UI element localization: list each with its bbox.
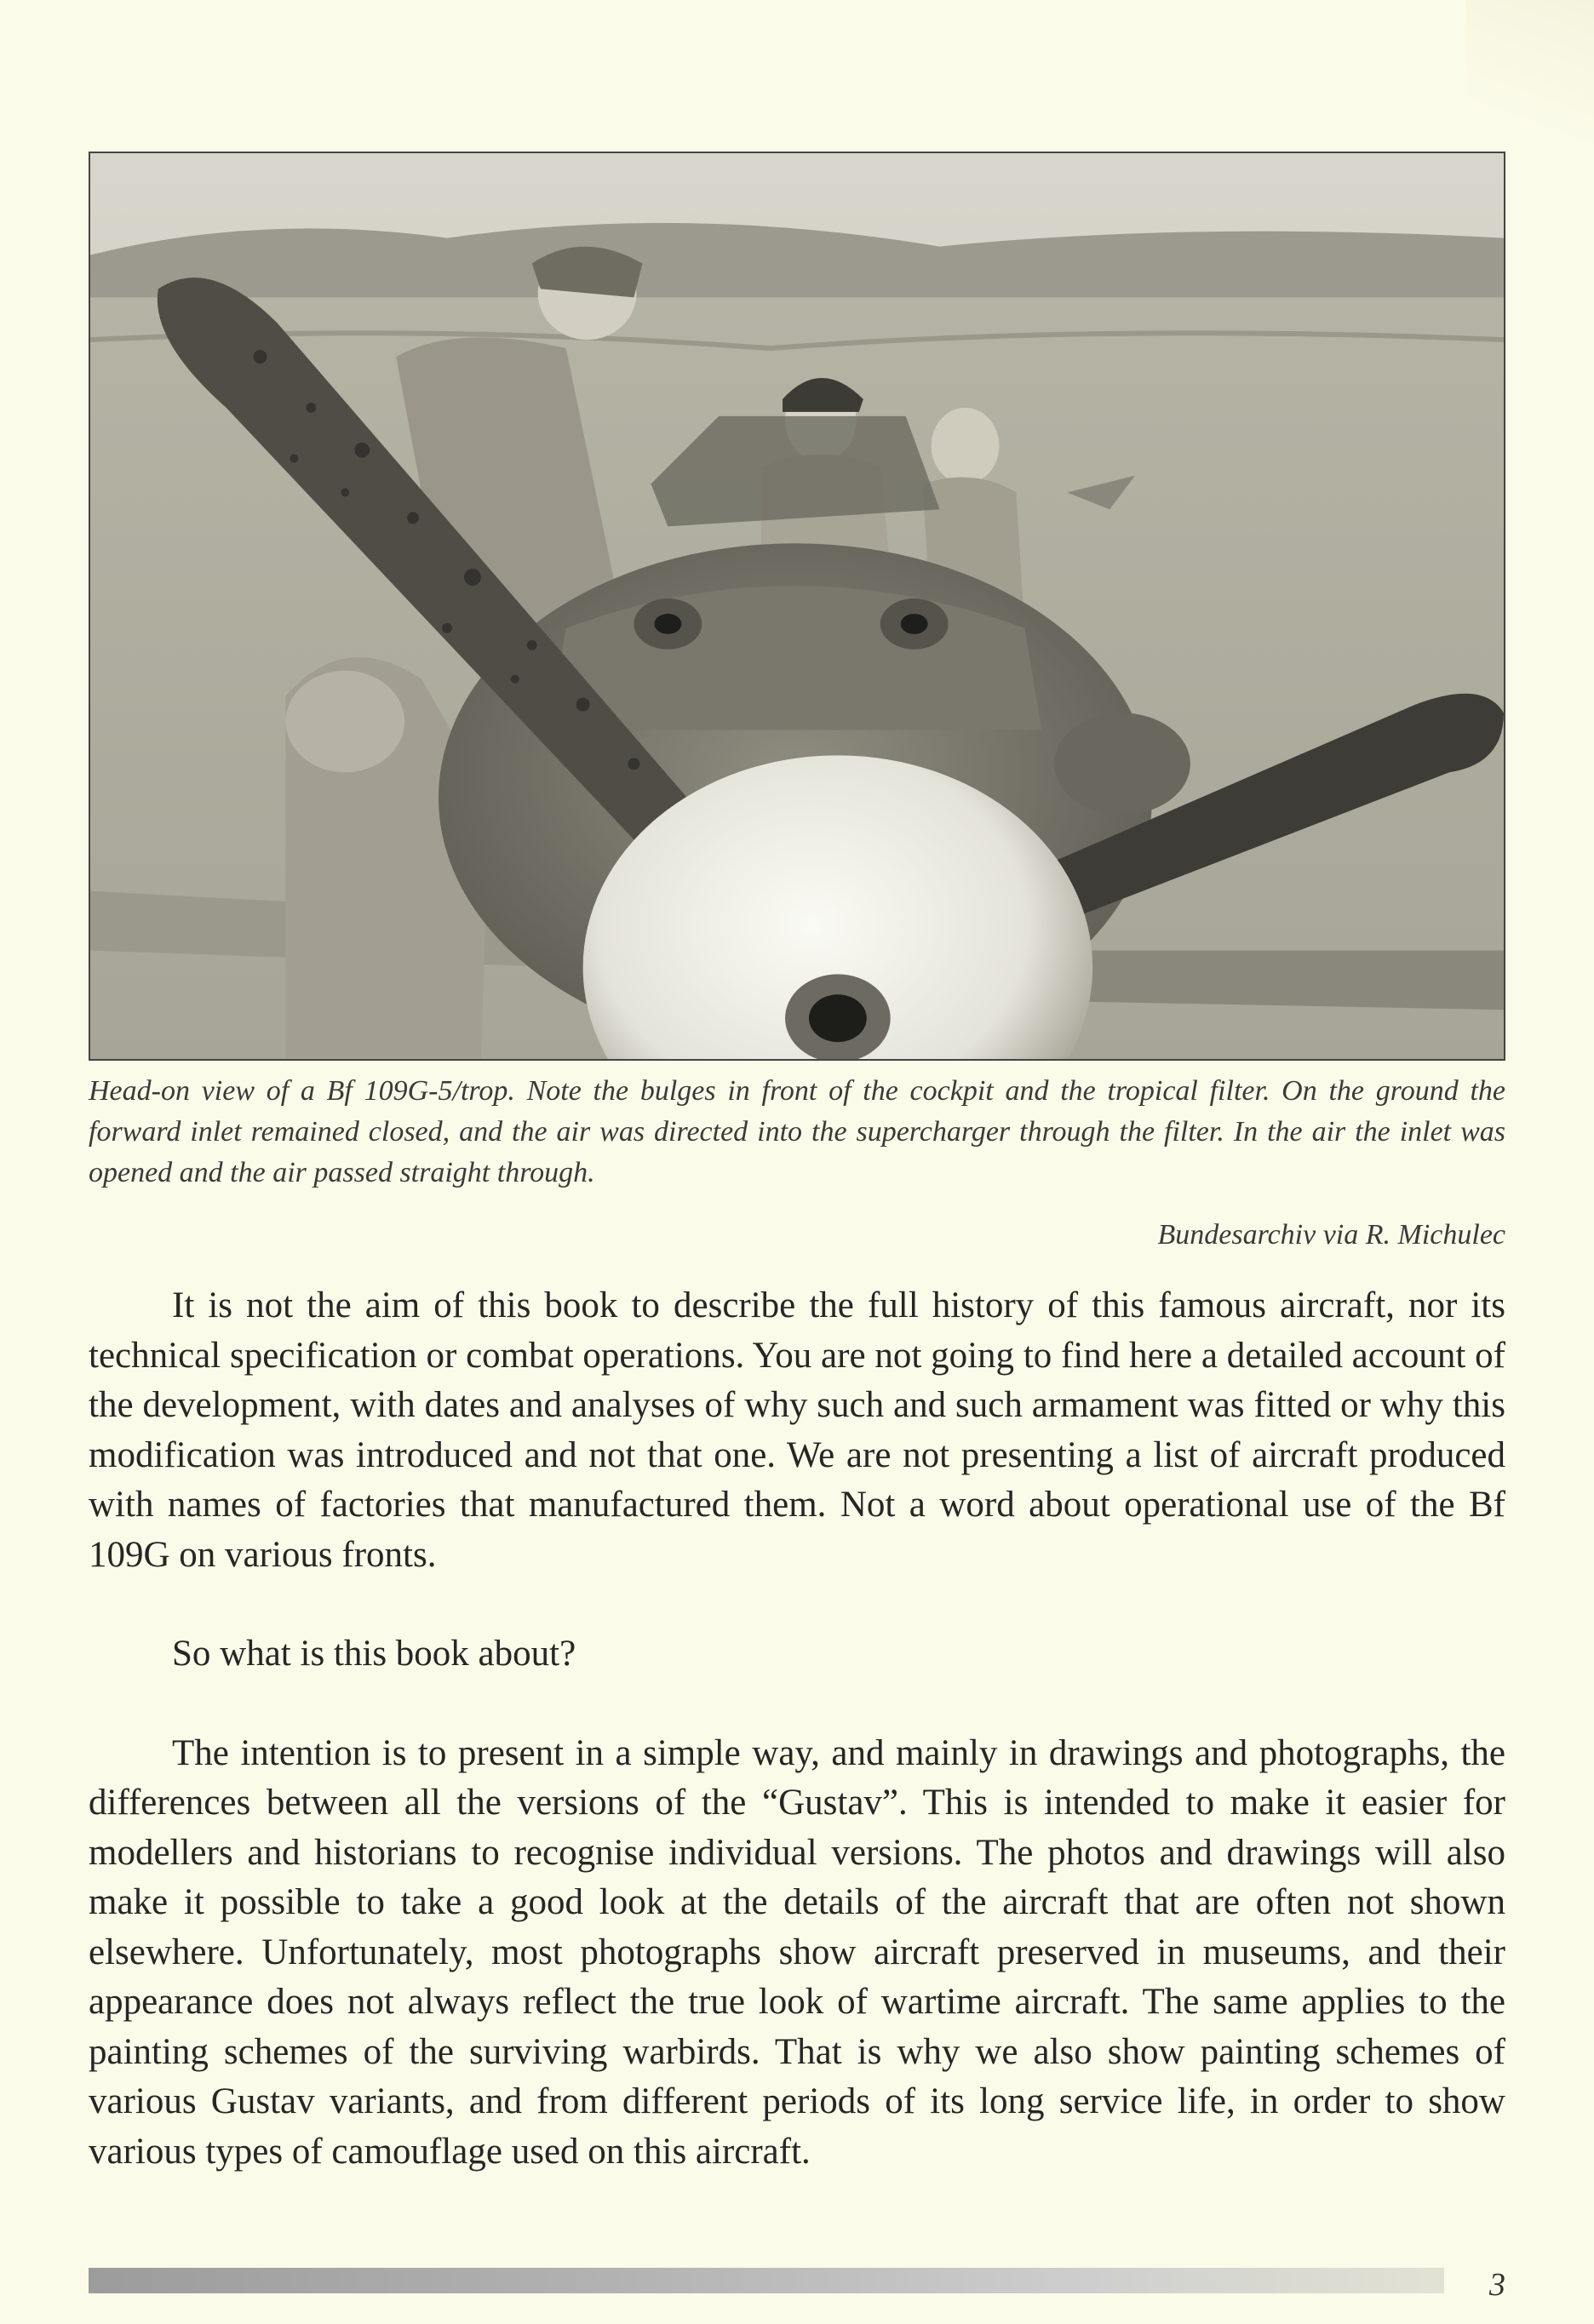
photo-credit: Bundesarchiv via R. Michulec <box>1157 1219 1505 1251</box>
photo-illustration <box>90 153 1504 1059</box>
paragraph: The intention is to present in a simple way, and mainly in drawings and photographs, the differences between all the versions of the “Gustav”. This is intended to make it easier for modellers and historians to recognise individual versions. The photos and drawings will also make it possible to take a good look at the details of the aircraft that are often not shown elsewhere. Unfortunately, most photographs show aircraft preserved in museums, and their appearance does not always reflect the true look of wartime aircraft. The same applies to the painting schemes of the surviving warbirds. That is why we also show painting schemes of various Gustav variants, and from different periods of its long service life, in order to show various types of camouflage used on this aircraft. <box>89 1732 1505 2172</box>
footer-bar <box>89 2268 1444 2293</box>
distant-hills <box>90 223 1504 306</box>
aircraft-photo <box>89 152 1505 1061</box>
photo-caption: Head-on view of a Bf 109G-5/trop. Note the bulges in front of the cockpit and the tropical filter. On the ground the forward inlet remained closed, and the air was directed into the supercharger through the filter. In the air the inlet was opened and the air passed straight through. <box>89 1075 1505 1188</box>
tropical-filter <box>1054 713 1190 816</box>
crew-member-right <box>932 408 1000 484</box>
corner-decoration <box>1466 0 1594 170</box>
right-wing <box>1067 950 1504 1010</box>
paragraph: So what is this book about? <box>172 1634 576 1674</box>
body-text <box>89 1281 1505 2177</box>
paragraph: It is not the aim of this book to describe the full history of this famous aircraft, nor its technical specification or combat operations. You are not going to find here a detailed account of the development, with dates and analyses of why such and such armament was fitted or why this modification was introduced and not that one. We are not presenting a list of aircraft produced with names of factories that manufactured them. Not a word about operational use of the Bf 109G on various fronts. <box>89 1285 1505 1575</box>
page-number: 3 <box>1489 2267 1505 2303</box>
